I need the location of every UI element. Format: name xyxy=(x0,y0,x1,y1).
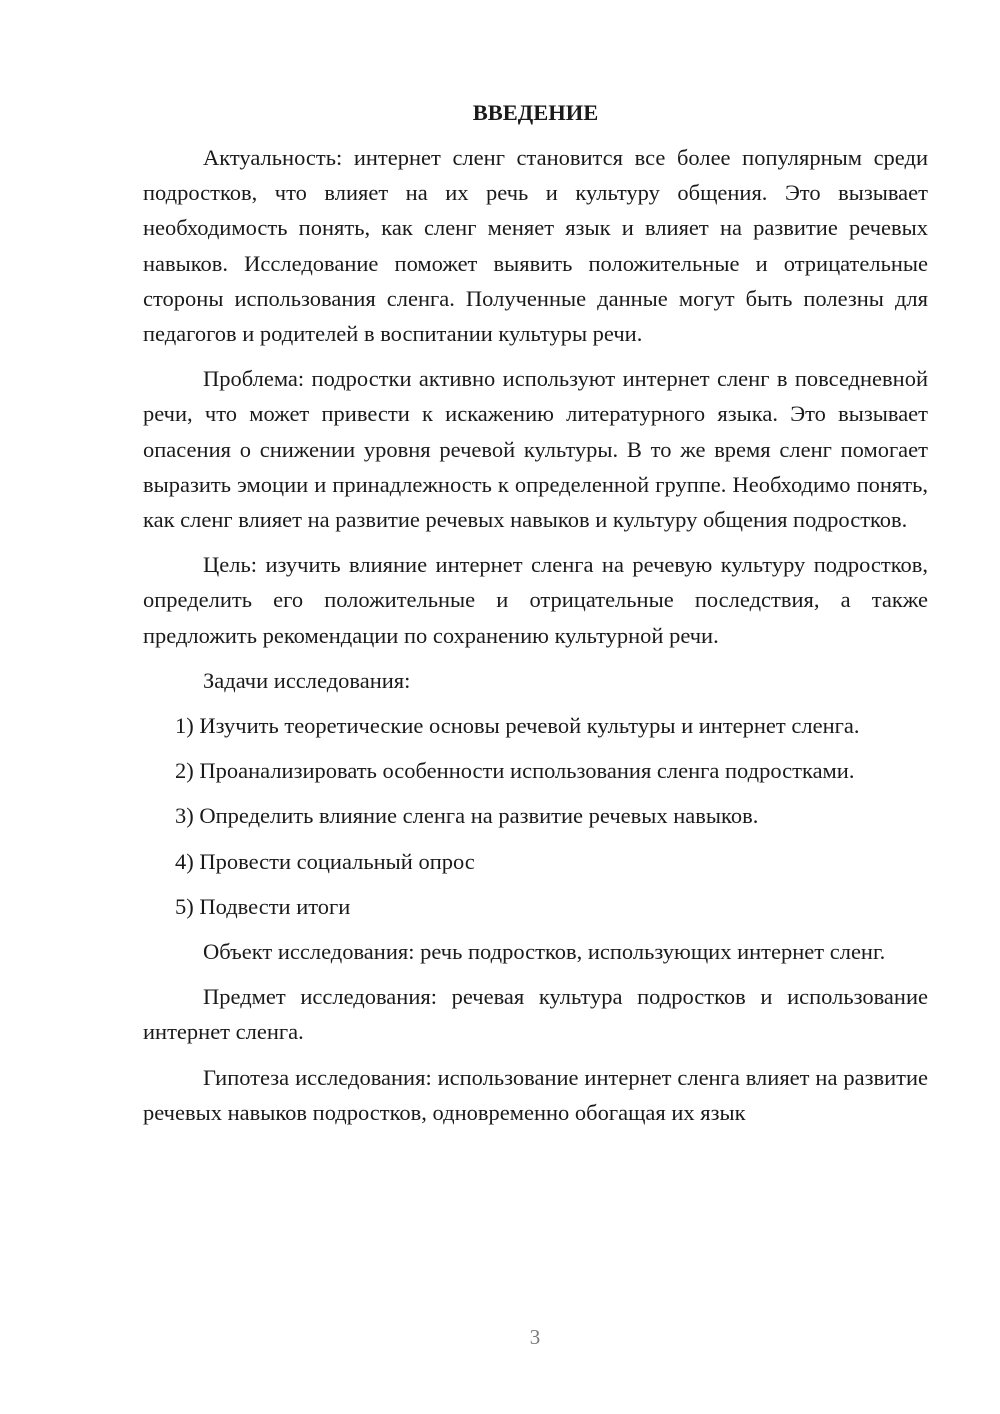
task-item-3: 3) Определить влияние сленга на развитие речевых навыков. xyxy=(175,803,759,829)
task-item-2: 2) Проанализировать особенности использования сленга подростками. xyxy=(175,758,855,784)
task-item-4: 4) Провести социальный опрос xyxy=(175,848,475,874)
problem-paragraph: Проблема: подростки активно используют интернет сленг в повседневной речи, что может привести к искажению литературного языка. Это вызывает опасения о снижении уровня речевой культуры. В то же время сленг помогает выразить эмоции и принадлежность к определенной группе. Необходимо понять, как сленг влияет на развитие речевых навыков и культуру общения подростков. xyxy=(143,366,928,533)
subject-paragraph: Предмет исследования: речевая культура подростков и использование интернет сленга. xyxy=(143,984,928,1045)
goal-paragraph: Цель: изучить влияние интернет сленга на речевую культуру подростков, определить его положительные и отрицательные последствия, а также предложить рекомендации по сохранению культурной речи. xyxy=(143,552,928,648)
page-number: 3 xyxy=(529,1325,541,1349)
tasks-heading: Задачи исследования: xyxy=(203,667,411,693)
relevance-paragraph: Актуальность: интернет сленг становится все более популярным среди подростков, что влияет на их речь и культуру общения. Это вызывает необходимость понять, как сленг меняет язык и влияет на развитие речевых навыков. Исследование поможет выявить положительные и отрицательные стороны использования сленга. Полученные данные могут быть полезны для педагогов и родителей в воспитании культуры речи. xyxy=(143,145,928,347)
object-paragraph: Объект исследования: речь подростков, использующих интернет сленг. xyxy=(203,939,886,965)
document-body xyxy=(143,95,928,1140)
task-item-5: 5) Подвести итоги xyxy=(175,893,351,919)
page-title: ВВЕДЕНИЕ xyxy=(472,100,599,125)
hypothesis-paragraph: Гипотеза исследования: использование интернет сленга влияет на развитие речевых навыков подростков, одновременно обогащая их язык xyxy=(143,1064,928,1125)
task-item-1: 1) Изучить теоретические основы речевой культуры и интернет сленга. xyxy=(175,713,860,739)
